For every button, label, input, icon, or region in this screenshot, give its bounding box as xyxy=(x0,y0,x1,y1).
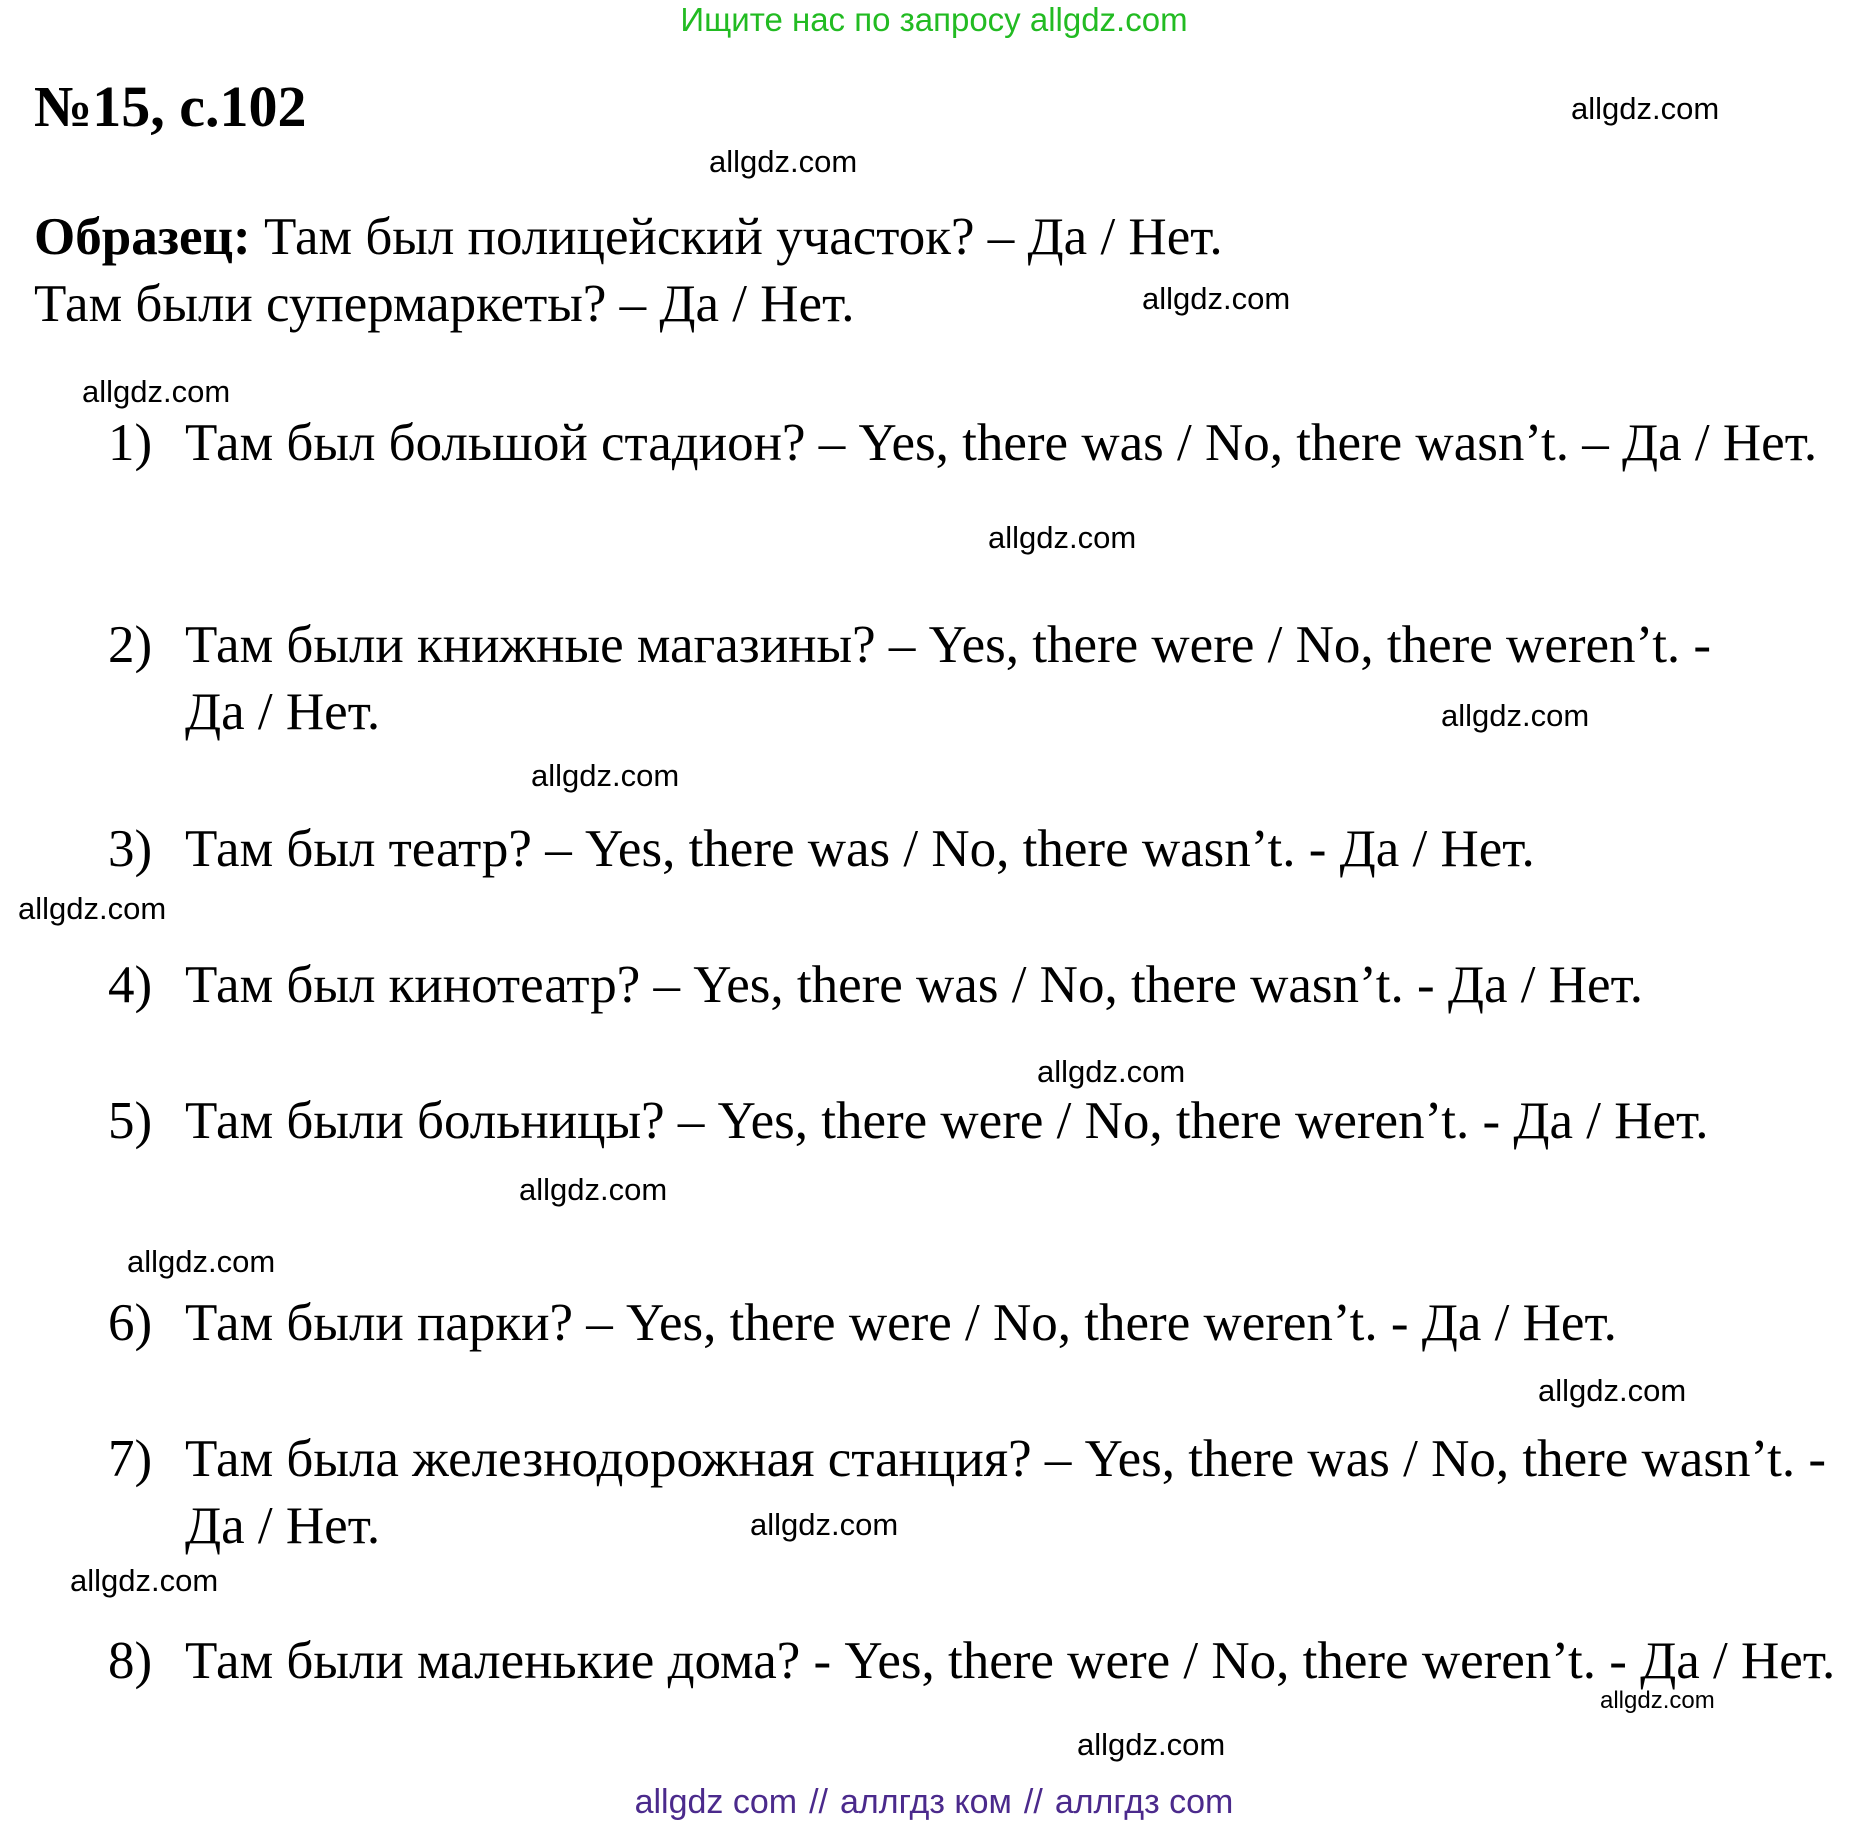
watermark: allgdz.com xyxy=(750,1507,899,1542)
answer-item-8 xyxy=(108,1628,1853,1695)
answer-item-3 xyxy=(108,816,1853,883)
watermark: allgdz.com xyxy=(1571,91,1720,126)
watermark: allgdz.com xyxy=(1600,1687,1715,1714)
item-number: 5) xyxy=(108,1092,153,1150)
item-number: 2) xyxy=(108,616,153,674)
footer-part-1: allgdz com xyxy=(634,1783,798,1821)
item-text: Там были больницы? – Yes, there were / No, there weren’t. - Да / Нет. xyxy=(185,1092,1709,1150)
item-number: 3) xyxy=(108,820,153,878)
watermark: allgdz.com xyxy=(70,1563,219,1598)
top-banner: Ищите нас по запросу allgdz.com xyxy=(680,1,1188,38)
answer-item-4 xyxy=(108,952,1853,1019)
watermark: allgdz.com xyxy=(82,374,231,409)
watermark: allgdz.com xyxy=(1441,698,1590,733)
sample-line-2: Там были супермаркеты? – Да / Нет. xyxy=(34,275,855,333)
item-text: Там был театр? – Yes, there was / No, there wasn’t. - Да / Нет. xyxy=(185,820,1535,878)
item-text: Там были маленькие дома? - Yes, there were / No, there weren’t. - Да / Нет. xyxy=(185,1632,1836,1690)
item-number: 7) xyxy=(108,1430,153,1488)
watermark: allgdz.com xyxy=(1077,1727,1226,1762)
answer-item-7 xyxy=(108,1426,1853,1560)
item-text: Там был кинотеатр? – Yes, there was / No, there wasn’t. - Да / Нет. xyxy=(185,956,1643,1014)
sample-line-1 xyxy=(34,204,1223,271)
item-number: 4) xyxy=(108,956,153,1014)
answer-item-2 xyxy=(108,612,1853,746)
page-title: №15, с.102 xyxy=(34,74,307,139)
watermark: allgdz.com xyxy=(1037,1054,1186,1089)
answer-item-5 xyxy=(108,1088,1853,1155)
watermark: allgdz.com xyxy=(988,520,1137,555)
sample-block xyxy=(34,204,1223,338)
item-number: 6) xyxy=(108,1294,153,1352)
footer-separator: // xyxy=(1023,1783,1043,1821)
item-number: 1) xyxy=(108,414,153,472)
watermark: allgdz.com xyxy=(1142,281,1291,316)
sample-label: Образец: xyxy=(34,208,251,266)
item-text: Там были книжные магазины? – Yes, there were / No, there weren’t. - Да / Нет. xyxy=(185,616,1712,741)
footer-separator: // xyxy=(809,1783,829,1821)
footer-part-3: аллгдз com xyxy=(1054,1783,1234,1821)
watermark: allgdz.com xyxy=(18,891,167,926)
item-text: Там были парки? – Yes, there were / No, there weren’t. - Да / Нет. xyxy=(185,1294,1617,1352)
item-text: Там был большой стадион? – Yes, there was / No, there wasn’t. – Да / Нет. xyxy=(185,414,1818,472)
footer-part-2: аллгдз ком xyxy=(840,1783,1012,1821)
watermark: allgdz.com xyxy=(127,1244,276,1279)
answer-item-6 xyxy=(108,1290,1853,1357)
sample-text-1: Там был полицейский участок? – Да / Нет. xyxy=(263,208,1223,266)
answer-item-1 xyxy=(108,410,1853,477)
item-text: Там была железнодорожная станция? – Yes, there was / No, there wasn’t. - Да / Нет. xyxy=(185,1430,1827,1555)
watermark: allgdz.com xyxy=(709,144,858,179)
watermark: allgdz.com xyxy=(531,758,680,793)
watermark: allgdz.com xyxy=(1538,1373,1687,1408)
footer xyxy=(0,1782,1868,1822)
item-number: 8) xyxy=(108,1632,153,1690)
watermark: allgdz.com xyxy=(519,1172,668,1207)
